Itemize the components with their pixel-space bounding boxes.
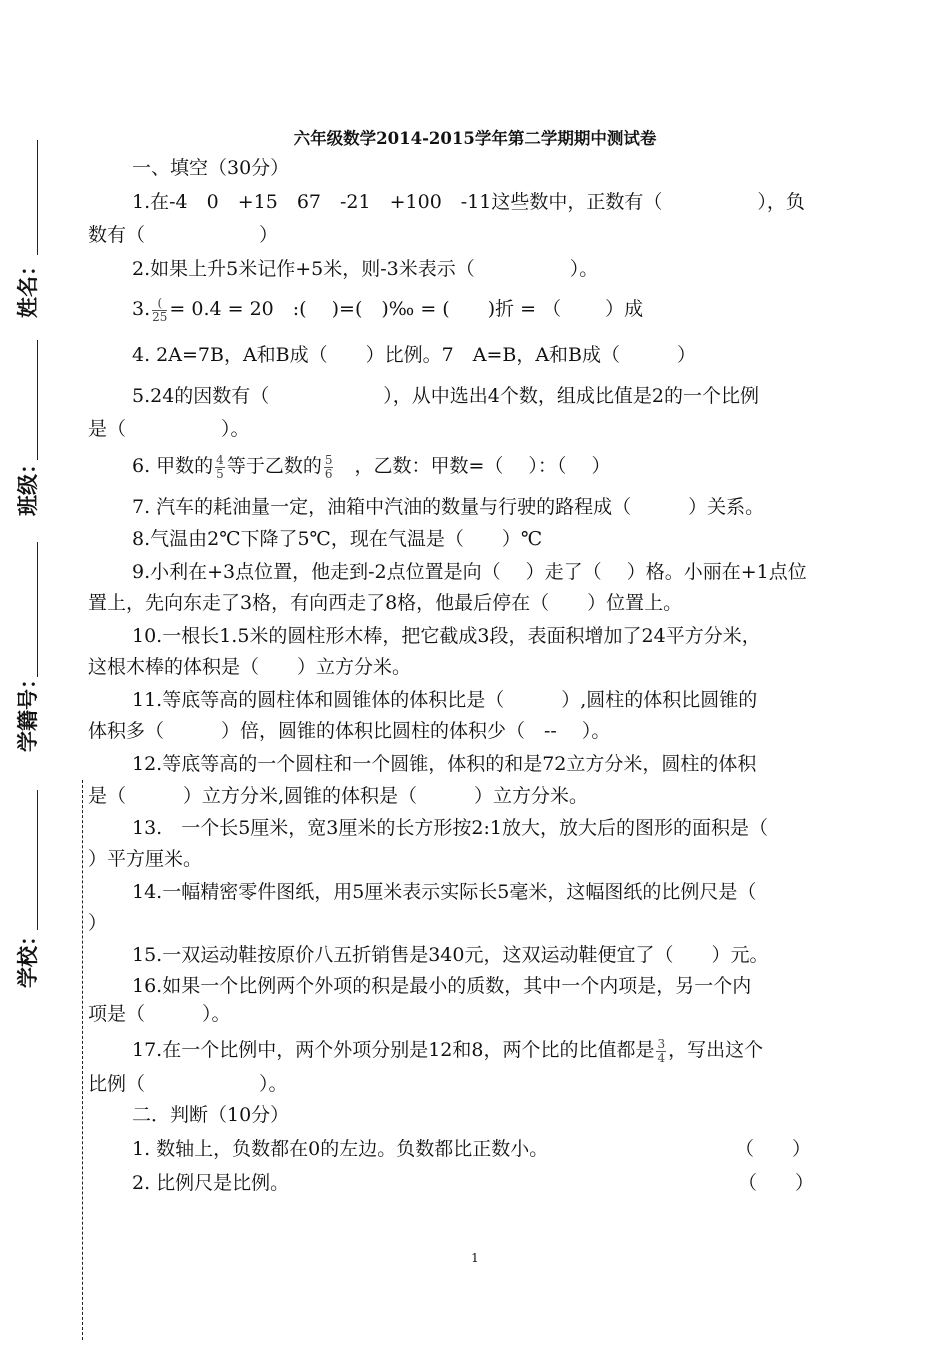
class-label: 班级： xyxy=(16,453,40,516)
question-16-cont: 项是（ ）。 xyxy=(88,1003,231,1025)
q6-text-mid: 等于乙数的 xyxy=(226,455,322,477)
question-2: 2.如果上升5米记作+5米，则-3米表示（ ）。 xyxy=(132,258,599,280)
class-underline xyxy=(37,340,38,460)
question-14-cont: ） xyxy=(88,912,108,934)
q17-text-start: 17.在一个比例中，两个外项分别是12和8，两个比的比值都是 xyxy=(132,1039,655,1061)
question-11: 11.等底等高的圆柱体和圆锥体的体积比是（ ）,圆柱的体积比圆锥的 xyxy=(132,689,758,711)
q6-f2-denominator: 6 xyxy=(324,466,333,481)
question-10-cont: 这根木棒的体积是（ ）立方分米。 xyxy=(88,656,412,678)
q6-f1-denominator: 5 xyxy=(216,466,224,481)
question-17-cont: 比例（ ）。 xyxy=(88,1073,288,1095)
q3-text: = 0.4 = 20 :( )=( )‰ = ( )折 = （ ）成 xyxy=(169,298,644,320)
q3-number: 3. xyxy=(132,298,151,320)
question-13-cont: ）平方厘米。 xyxy=(88,848,203,870)
q6-text-start: 6. 甲数的 xyxy=(132,455,214,477)
question-15: 15.一双运动鞋按原价八五折销售是340元，这双运动鞋便宜了（ ）元。 xyxy=(132,944,769,966)
section-judge-heading: 二．判断（10分） xyxy=(132,1104,290,1126)
exam-title: 六年级数学2014-2015学年第二学期期中测试卷 xyxy=(293,129,657,148)
question-1: 1.在-4 0 +15 67 -21 +100 -11这些数中，正数有（ ），负 xyxy=(132,191,805,213)
question-5: 5.24的因数有（ ），从中选出4个数，组成比值是2的一个比例 xyxy=(132,385,759,407)
school-label: 学校： xyxy=(16,925,40,988)
question-4: 4. 2A=7B，A和B成（ ）比例。7 A=B，A和B成（ ） xyxy=(132,344,697,366)
judge-1-answer-paren: （ ） xyxy=(735,1138,812,1160)
question-7: 7. 汽车的耗油量一定，油箱中汽油的数量与行驶的路程成（ ）关系。 xyxy=(132,496,765,518)
question-6 xyxy=(132,453,912,481)
section-fill-in-heading: 一、填空（30分） xyxy=(132,157,290,179)
question-3 xyxy=(132,296,912,324)
question-11-cont: 体积多（ ）倍，圆锥的体积比圆柱的体积少（ -- ）。 xyxy=(88,720,611,742)
question-1-cont: 数有（ ） xyxy=(88,224,279,246)
q6-f1-numerator: 4 xyxy=(216,452,224,467)
q3-denominator: 25 xyxy=(152,309,168,324)
question-9: 9.小利在+3点位置，他走到-2点位置是向（ ）走了（ ）格。小丽在+1点位 xyxy=(132,561,807,583)
q3-numerator: ( xyxy=(152,297,167,311)
question-10: 10.一根长1.5米的圆柱形木棒，把它截成3段，表面积增加了24平方分米， xyxy=(132,625,761,647)
name-label: 姓名： xyxy=(16,255,40,318)
q17-denominator: 4 xyxy=(657,1050,666,1065)
question-13: 13. 一个长5厘米，宽3厘米的长方形按2:1放大，放大后的图形的面积是（ xyxy=(132,817,768,839)
question-12: 12.等底等高的一个圆柱和一个圆锥，体积的和是72立方分米，圆柱的体积 xyxy=(132,753,757,775)
question-14: 14.一幅精密零件图纸，用5厘米表示实际长5毫米，这幅图纸的比例尺是（ xyxy=(132,881,757,903)
name-underline xyxy=(37,140,38,255)
question-8: 8.气温由2℃下降了5℃，现在气温是（ ）℃ xyxy=(132,528,543,550)
q17-fraction xyxy=(656,1038,666,1065)
question-12-cont: 是（ ）立方分米,圆锥的体积是（ ）立方分米。 xyxy=(88,785,589,807)
q6-fraction-2 xyxy=(324,454,334,481)
student-id-label: 学籍号： xyxy=(16,668,40,752)
page-number: 1 xyxy=(471,1251,479,1265)
q17-numerator: 3 xyxy=(657,1036,666,1051)
q3-fraction xyxy=(152,297,167,324)
question-5-cont: 是（ ）。 xyxy=(88,418,250,440)
question-17 xyxy=(132,1037,912,1065)
q17-text-end: ，写出这个 xyxy=(668,1039,764,1061)
question-9-cont: 置上，先向东走了3格，有向西走了8格，他最后停在（ ）位置上。 xyxy=(88,592,683,614)
q6-fraction-1 xyxy=(215,454,225,481)
judge-2: 2. 比例尺是比例。 xyxy=(132,1172,290,1194)
student-id-underline xyxy=(37,542,38,677)
judge-2-answer-paren: （ ） xyxy=(738,1172,815,1194)
question-16: 16.如果一个比例两个外项的积是最小的质数，其中一个内项是，另一个内 xyxy=(132,975,752,997)
judge-1: 1. 数轴上，负数都在0的左边。负数都比正数小。 xyxy=(132,1138,549,1160)
school-underline xyxy=(37,790,38,930)
q6-text-end: ，乙数：甲数=（ ）：（ ） xyxy=(335,455,611,477)
q6-f2-numerator: 5 xyxy=(324,452,333,467)
